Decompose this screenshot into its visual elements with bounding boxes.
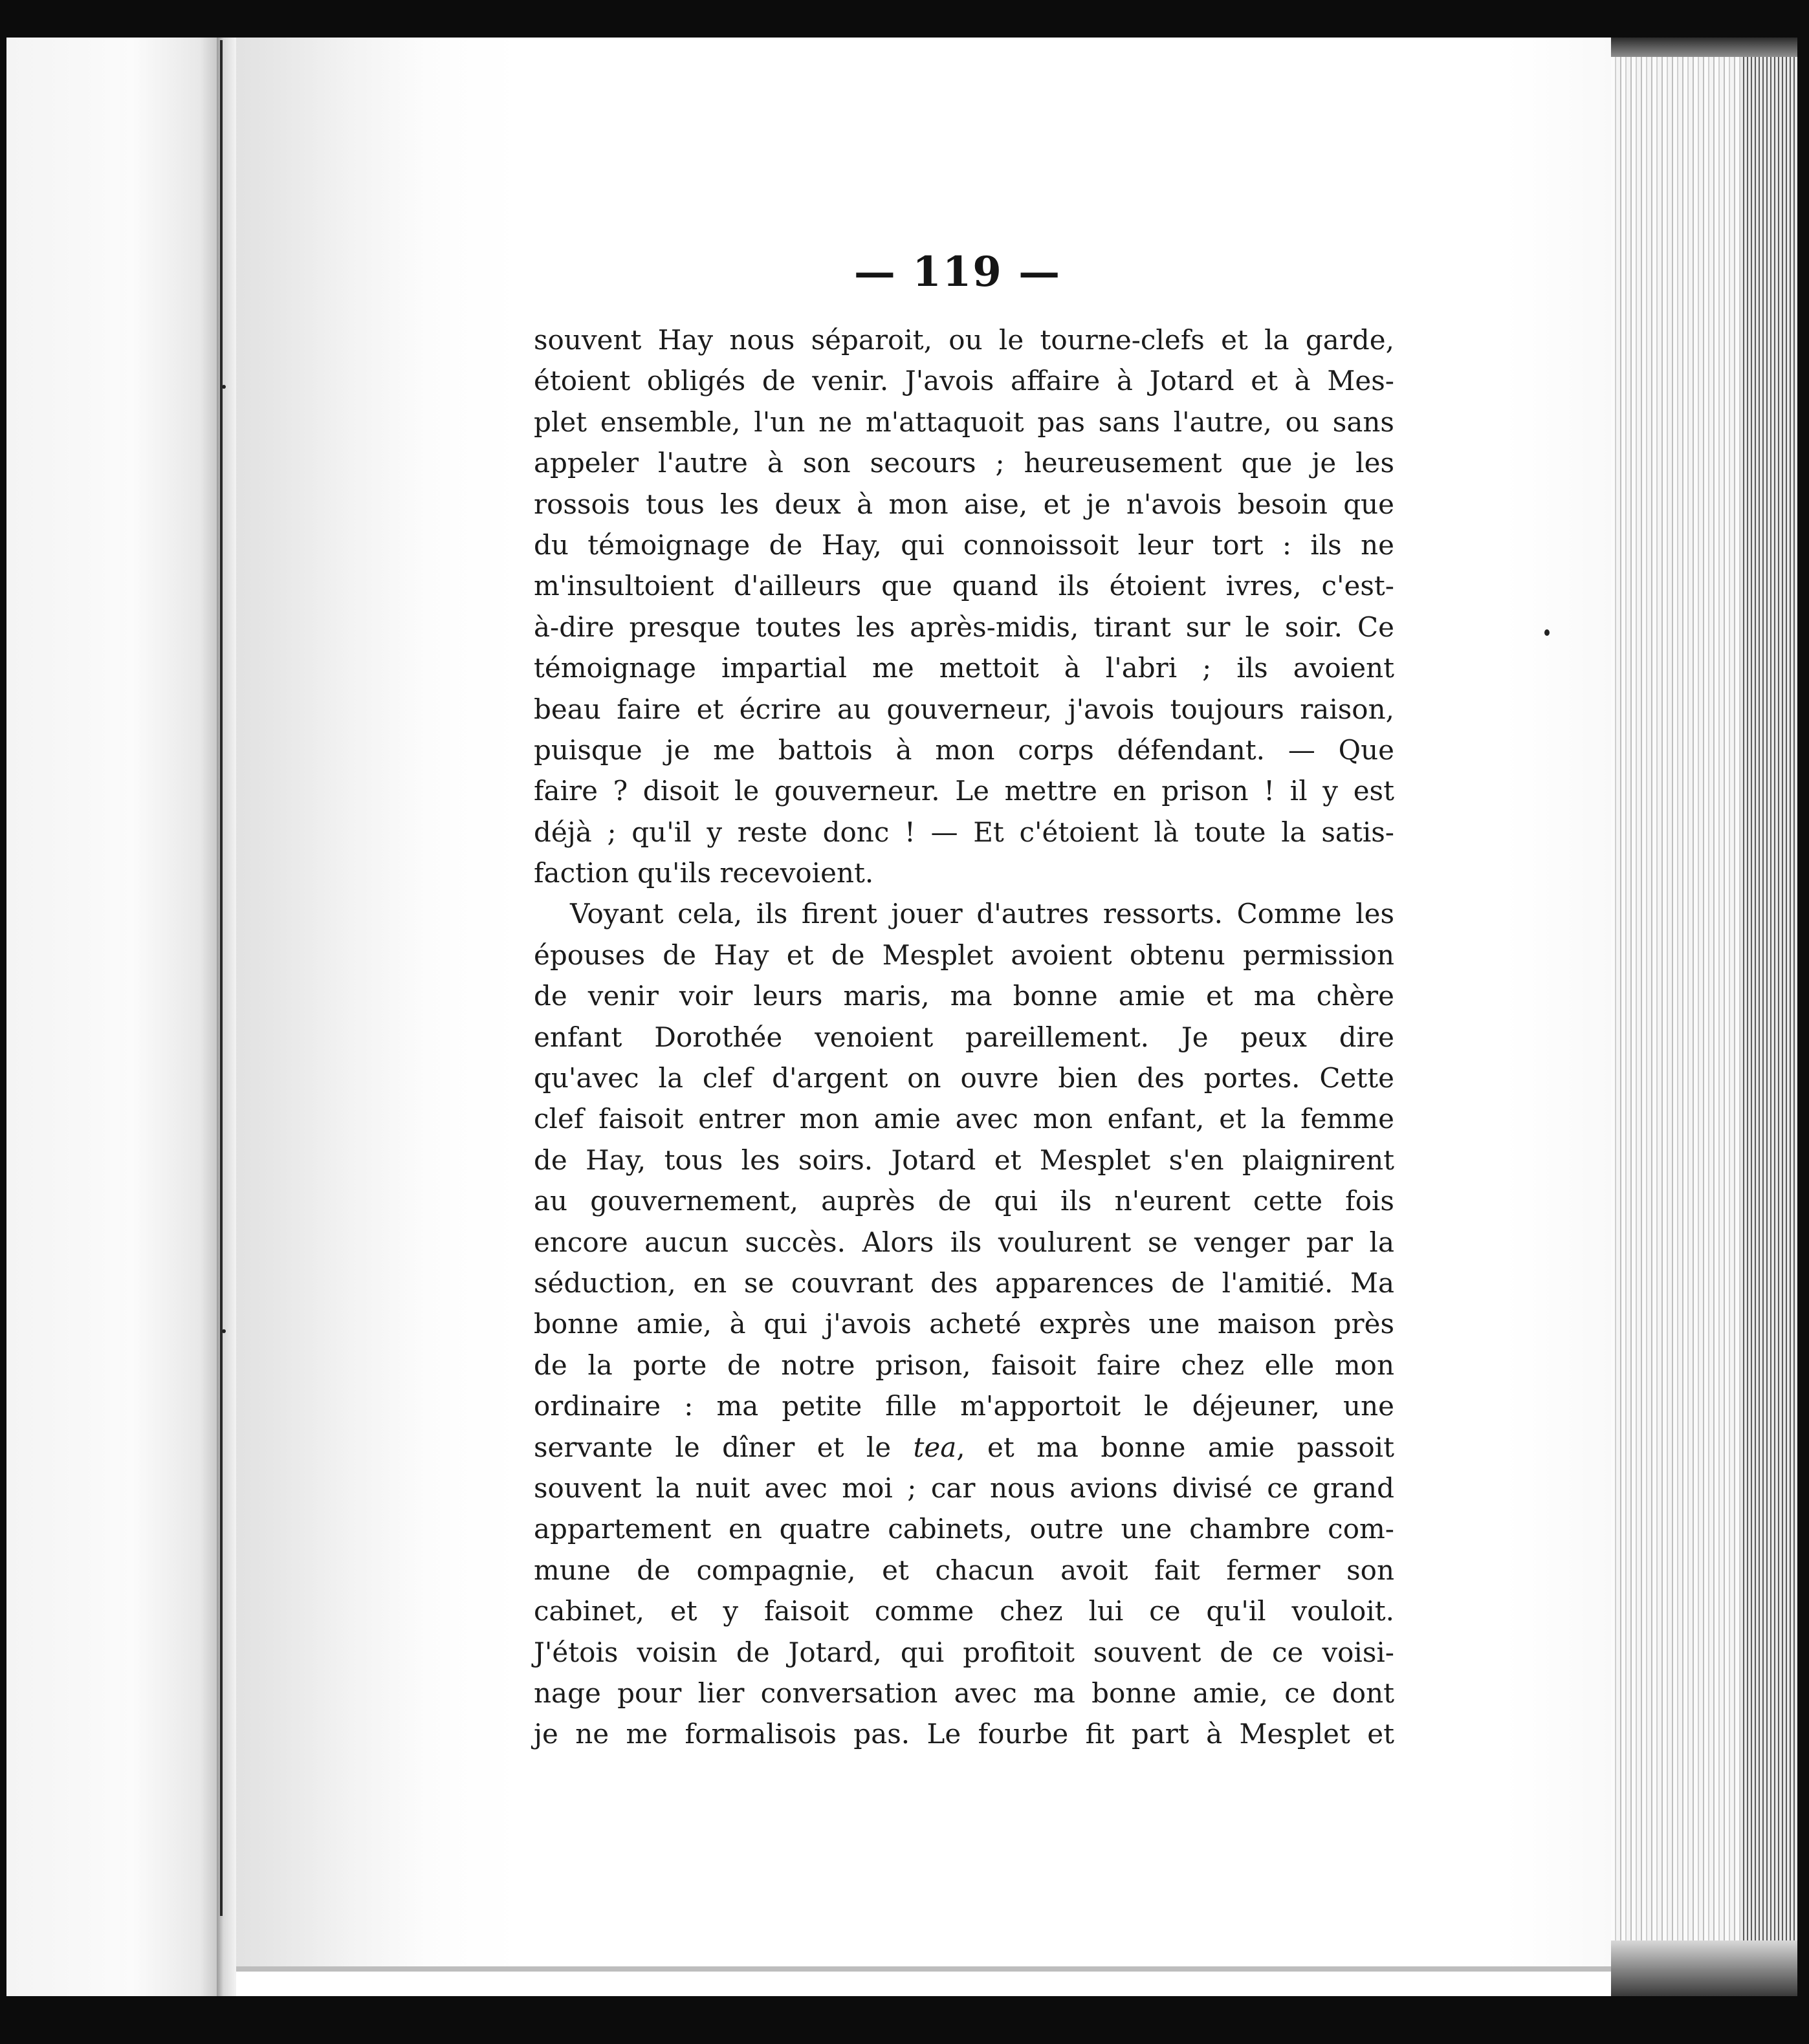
text-line: puisque je me battois à mon corps défendant. — Que — [534, 734, 1394, 766]
text-line: déjà ; qu'il y reste donc ! — Et c'étoient là toute la satis- — [534, 816, 1394, 848]
page-stack-top — [1611, 38, 1797, 57]
text-line: plet ensemble, l'un ne m'attaquoit pas sans l'autre, ou sans — [534, 406, 1394, 438]
scan-border-bottom — [0, 1996, 1809, 2044]
text-line: faire ? disoit le gouverneur. Le mettre en prison ! il y est — [534, 775, 1394, 807]
page-number: — 119 — — [853, 248, 1062, 296]
text-line: enfant Dorothée venoient pareillement. Je peux dire — [534, 1021, 1394, 1053]
text-line: témoignage impartial me mettoit à l'abri ; ils avoient — [534, 652, 1394, 684]
text-line: mune de compagnie, et chacun avoit fait fermer son — [534, 1554, 1394, 1586]
text-line: du témoignage de Hay, qui connoissoit leur tort : ils ne — [534, 528, 1394, 561]
scan-border-top — [0, 0, 1809, 38]
text-line: de Hay, tous les soirs. Jotard et Mesplet s'en plaignirent — [534, 1144, 1394, 1176]
text-line: de venir voir leurs maris, ma bonne amie et ma chère — [534, 980, 1394, 1012]
scan-border-right — [1797, 38, 1809, 1996]
text-line: de la porte de notre prison, faisoit faire chez elle mon — [534, 1349, 1394, 1381]
page-body-text — [534, 320, 1394, 1755]
italic-word: tea — [913, 1431, 957, 1463]
text-line: souvent la nuit avec moi ; car nous avions divisé ce grand — [534, 1472, 1394, 1504]
text-line: clef faisoit entrer mon amie avec mon enfant, et la femme — [534, 1103, 1394, 1135]
paragraph — [534, 320, 1394, 893]
scan-speck — [222, 1329, 226, 1333]
text-line: souvent Hay nous séparoit, ou le tourne-clefs et la garde, — [534, 324, 1394, 356]
text-line: Voyant cela, ils firent jouer d'autres ressorts. Comme les — [570, 898, 1394, 930]
text-line: je ne me formalisois pas. Le fourbe fit part à Mesplet et — [534, 1718, 1394, 1750]
page-bottom-edge — [236, 1966, 1647, 1972]
text-line: à-dire presque toutes les après-midis, tirant sur le soir. Ce — [534, 611, 1394, 643]
text-line: qu'avec la clef d'argent on ouvre bien des portes. Cette — [534, 1062, 1394, 1094]
text-line: étoient obligés de venir. J'avois affaire à Jotard et à Mes- — [534, 365, 1394, 397]
text-line: séduction, en se couvrant des apparences de l'amitié. Ma — [534, 1267, 1394, 1299]
page-shadow — [236, 38, 430, 1972]
text-line: épouses de Hay et de Mesplet avoient obtenu permission — [534, 939, 1394, 971]
scan-speck — [222, 385, 226, 389]
text-line: au gouvernement, auprès de qui ils n'eurent cette fois — [534, 1185, 1394, 1217]
text-line: cabinet, et y faisoit comme chez lui ce qu'il vouloit. — [534, 1595, 1394, 1627]
text-line: faction qu'ils recevoient. — [534, 857, 874, 889]
text-line: beau faire et écrire au gouverneur, j'avois toujours raison, — [534, 693, 1394, 725]
scan-speck — [1544, 629, 1550, 636]
text-line: bonne amie, à qui j'avois acheté exprès une maison près — [534, 1308, 1394, 1340]
page-stack-outer-edge — [1740, 52, 1797, 1996]
text-line: rossois tous les deux à mon aise, et je n'avois besoin que — [534, 488, 1394, 520]
text-line: appeler l'autre à son secours ; heureusement que je les — [534, 447, 1394, 479]
gutter-line — [220, 40, 223, 1916]
text-line: J'étois voisin de Jotard, qui profitoit souvent de ce voisi- — [534, 1636, 1394, 1668]
facing-page-edge — [6, 38, 217, 1996]
text-line: nage pour lier conversation avec ma bonne amie, ce dont — [534, 1677, 1394, 1709]
text-line: ordinaire : ma petite fille m'apportoit le déjeuner, une — [534, 1390, 1394, 1422]
paragraph — [534, 893, 1394, 1754]
scan-border-left — [0, 38, 6, 1996]
page-stack-bottom — [1611, 1941, 1797, 1996]
text-line: encore aucun succès. Alors ils voulurent se venger par la — [534, 1226, 1394, 1258]
text-line: servante le dîner et le tea, et ma bonne amie passoit — [534, 1431, 1394, 1463]
text-line: appartement en quatre cabinets, outre une chambre com- — [534, 1513, 1394, 1545]
text-line: m'insultoient d'ailleurs que quand ils étoient ivres, c'est- — [534, 570, 1394, 602]
